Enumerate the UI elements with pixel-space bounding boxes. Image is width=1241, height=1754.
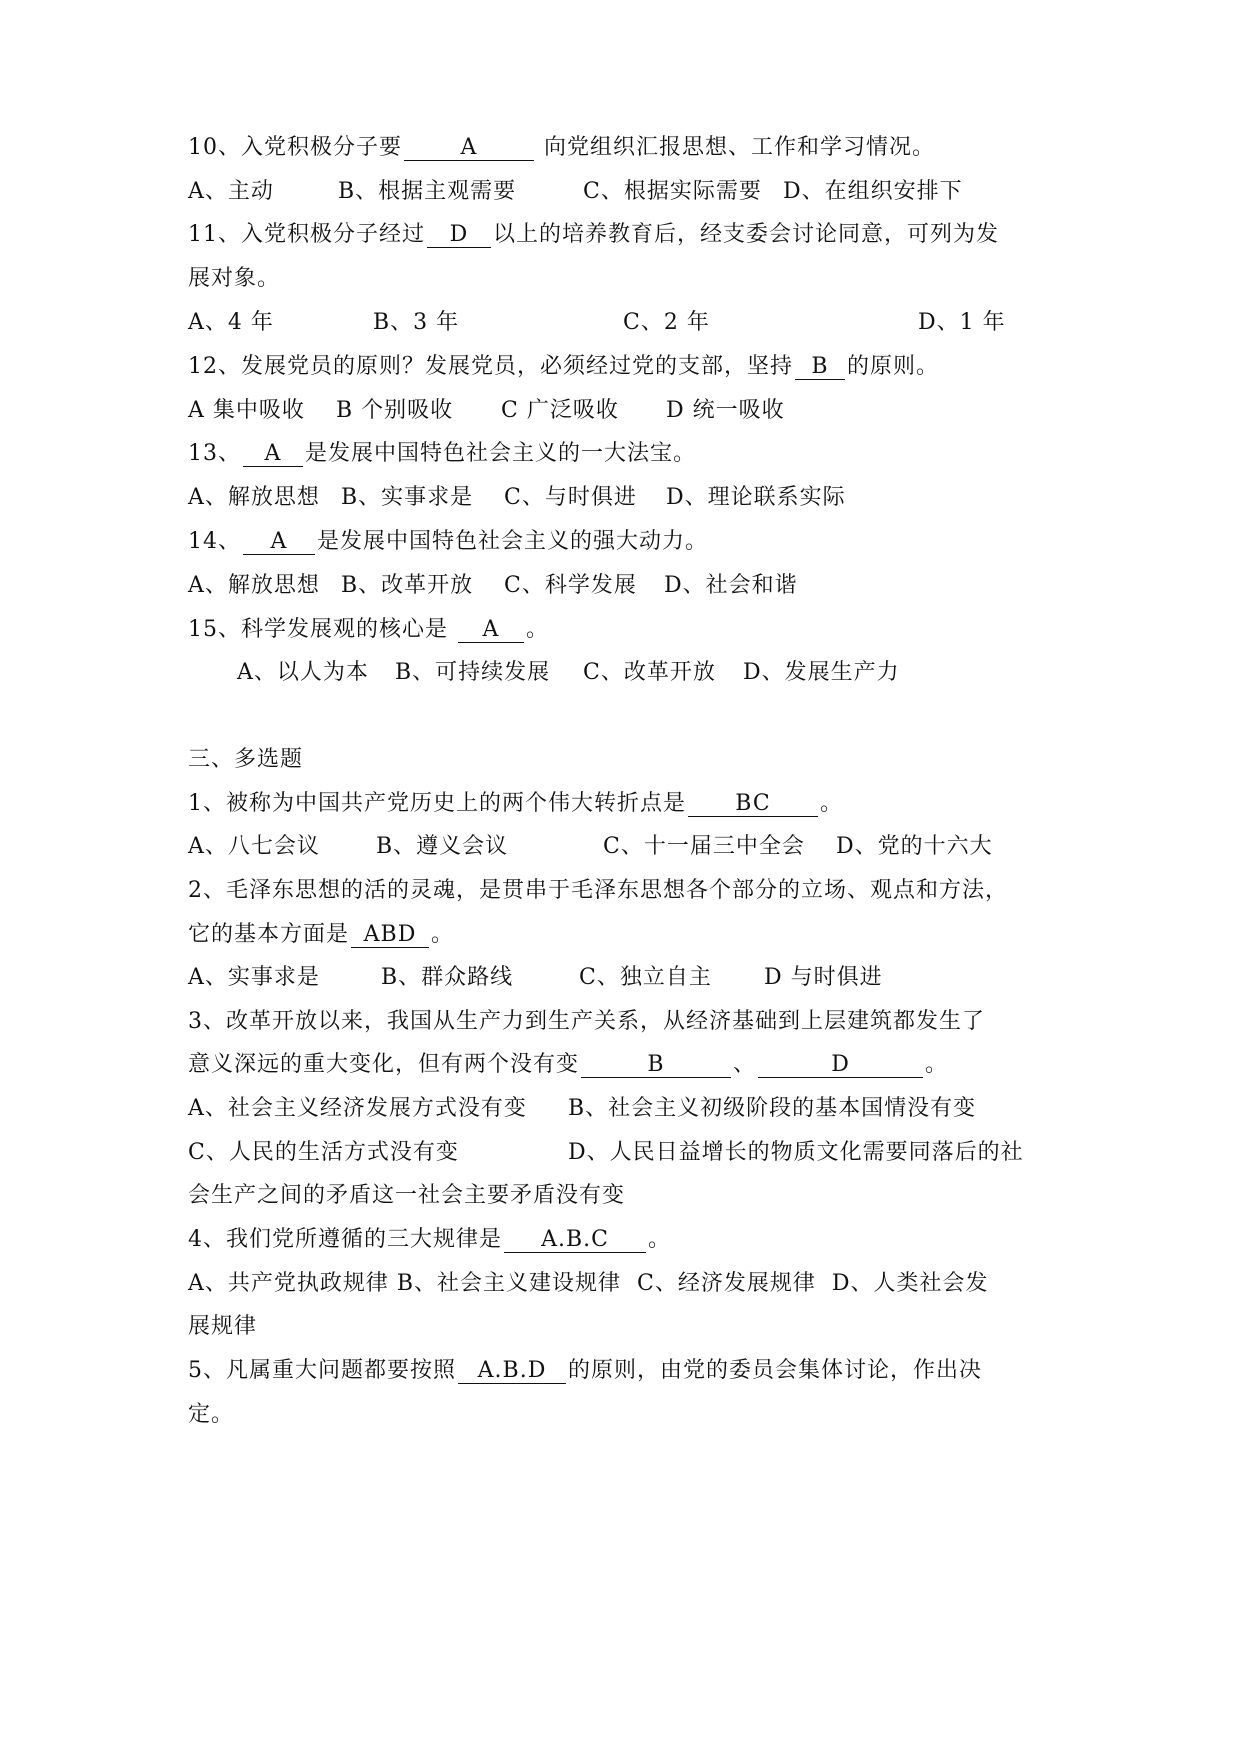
option-b: B、实事求是 [341, 485, 474, 510]
multi-question-3-options-cd [188, 1138, 1024, 1168]
multi-question-3-cont [188, 1050, 948, 1080]
section-title: 三、多选题 [188, 747, 304, 772]
answer-blank: D [427, 223, 491, 248]
option-c: C 广泛吸收 [501, 398, 619, 423]
answer-blank-1: B [581, 1053, 731, 1078]
question-text: 。 [820, 791, 844, 816]
question-text: 。 [526, 617, 550, 642]
question-11-options [188, 308, 1006, 338]
question-15 [188, 615, 549, 645]
question-text: 11、入党积极分子经过 [188, 222, 425, 247]
option-a: A、实事求是 [188, 965, 320, 990]
answer-blank: A.B.C [504, 1228, 646, 1253]
question-text: 14、 [188, 529, 241, 554]
option-b: B、改革开放 [341, 573, 474, 598]
multi-question-2-options [188, 963, 883, 993]
option-d: D 统一吸收 [666, 398, 785, 423]
option-c: C、十一届三中全会 [603, 834, 805, 859]
option-d: D、党的十六大 [836, 834, 993, 859]
option-a: A、解放思想 [188, 573, 320, 598]
multi-question-4 [188, 1225, 671, 1255]
multi-question-1-options [188, 832, 993, 862]
answer-blank: A.B.D [458, 1359, 566, 1384]
question-text: 的原则。 [847, 354, 940, 379]
question-10 [188, 133, 935, 163]
question-text: 。 [648, 1227, 672, 1252]
question-11 [188, 220, 999, 250]
multi-question-3-options-ab [188, 1094, 976, 1124]
answer-blank: A [243, 442, 303, 467]
option-c: C、2 年 [623, 310, 710, 335]
option-a: A 集中吸收 [188, 398, 305, 423]
multi-question-1 [188, 789, 843, 819]
question-text: 。 [925, 1052, 949, 1077]
question-11-cont: 展对象。 [188, 266, 281, 291]
option-b: B、社会主义初级阶段的基本国情没有变 [568, 1096, 977, 1121]
question-text: 向党组织汇报思想、工作和学习情况。 [536, 135, 935, 160]
question-text: 它的基本方面是 [188, 922, 350, 947]
option-d: D、1 年 [918, 310, 1006, 335]
option-b: B、群众路线 [381, 965, 514, 990]
answer-blank: A [458, 618, 524, 643]
question-text: 12、发展党员的原则？发展党员，必须经过党的支部，坚持 [188, 354, 793, 379]
option-c: C、根据实际需要 [583, 179, 762, 204]
question-text: 。 [431, 922, 455, 947]
option-a: A、以人为本 [237, 660, 369, 685]
question-text: 的原则，由党的委员会集体讨论，作出决 [568, 1358, 983, 1383]
option-c: C、科学发展 [504, 573, 637, 598]
question-text: 4、我们党所遵循的三大规律是 [188, 1227, 502, 1252]
option-c: C、人民的生活方式没有变 [188, 1140, 459, 1165]
question-13-options [188, 483, 846, 513]
option-d: D 与时俱进 [764, 965, 883, 990]
question-text: 以上的培养教育后，经支委会讨论同意，可列为发 [493, 222, 1000, 247]
option-d: D、在组织安排下 [783, 179, 963, 204]
question-text: 5、凡属重大问题都要按照 [188, 1358, 456, 1383]
question-12-options [188, 396, 785, 426]
option-d: D、社会和谐 [664, 573, 798, 598]
option-b: B、3 年 [373, 310, 460, 335]
multi-question-2-cont [188, 920, 454, 950]
option-a: A、4 年 [188, 310, 274, 335]
question-text: 意义深远的重大变化，但有两个没有变 [188, 1052, 580, 1077]
question-12 [188, 352, 939, 382]
option-b: B 个别吸收 [336, 398, 454, 423]
multi-question-3-options-cont: 会生产之间的矛盾这一社会主要矛盾没有变 [188, 1183, 626, 1208]
answer-blank: A [404, 136, 534, 161]
option-a: A、社会主义经济发展方式没有变 [188, 1096, 527, 1121]
option-c: C、独立自主 [579, 965, 712, 990]
separator: 、 [733, 1052, 757, 1077]
question-13 [188, 439, 696, 469]
option-d: D、理论联系实际 [666, 485, 846, 510]
option-c: C、与时俱进 [504, 485, 637, 510]
question-text: 13、 [188, 441, 241, 466]
multi-question-4-options: A、共产党执政规律 B、社会主义建设规律 C、经济发展规律 D、人类社会发 [188, 1271, 989, 1296]
option-b: B、遵义会议 [376, 834, 509, 859]
question-15-options [237, 658, 900, 688]
question-text: 15、科学发展观的核心是 [188, 617, 456, 642]
question-text: 1、被称为中国共产党历史上的两个伟大转折点是 [188, 791, 686, 816]
question-text: 是发展中国特色社会主义的强大动力。 [317, 529, 709, 554]
option-a: A、八七会议 [188, 834, 320, 859]
option-b: B、根据主观需要 [338, 179, 517, 204]
multi-question-3: 3、改革开放以来，我国从生产力到生产关系，从经济基础到上层建筑都发生了 [188, 1009, 985, 1034]
option-a: A、主动 [188, 179, 274, 204]
option-b: B、可持续发展 [395, 660, 551, 685]
answer-blank-2: D [758, 1053, 923, 1078]
answer-blank: A [243, 530, 315, 555]
option-a: A、解放思想 [188, 485, 320, 510]
option-d: D、发展生产力 [743, 660, 900, 685]
question-14 [188, 527, 708, 557]
multi-question-4-options-cont: 展规律 [188, 1314, 258, 1339]
multi-question-2: 2、毛泽东思想的活的灵魂，是贯串于毛泽东思想各个部分的立场、观点和方法， [188, 878, 1008, 903]
question-14-options [188, 571, 798, 601]
option-d: D、人民日益增长的物质文化需要同落后的社 [568, 1140, 1024, 1165]
question-text: 10、入党积极分子要 [188, 135, 402, 160]
question-10-options [188, 177, 963, 207]
option-c: C、改革开放 [583, 660, 716, 685]
multi-question-5-cont: 定。 [188, 1402, 235, 1427]
answer-blank: ABD [351, 923, 429, 948]
multi-question-5 [188, 1356, 982, 1386]
question-text: 是发展中国特色社会主义的一大法宝。 [305, 441, 697, 466]
answer-blank: BC [688, 792, 818, 817]
answer-blank: B [795, 355, 845, 380]
